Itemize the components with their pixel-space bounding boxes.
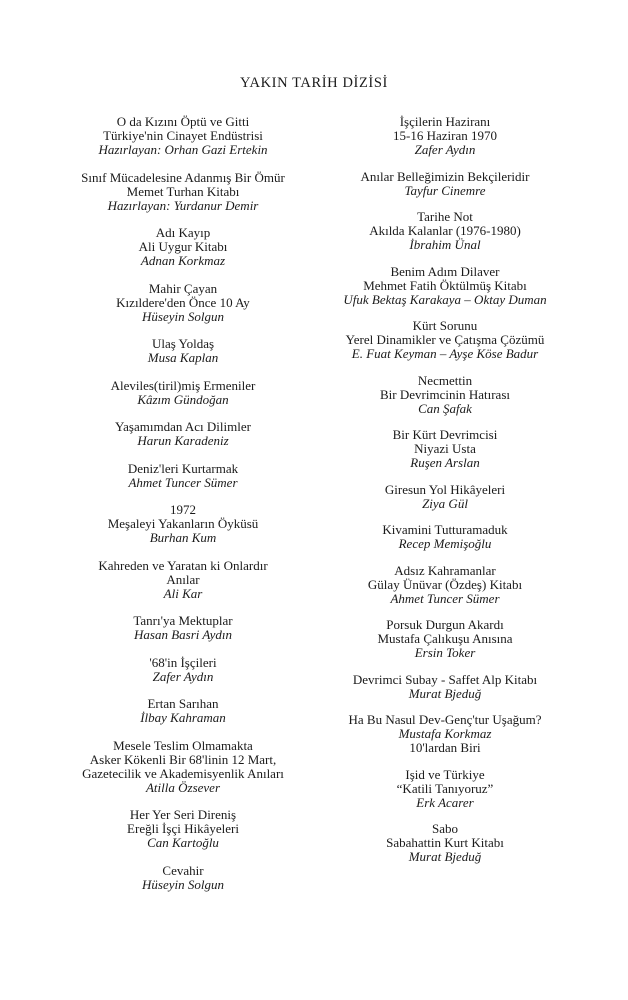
book-author: Ruşen Arslan bbox=[410, 455, 480, 470]
book-subtitle: Gülay Ünüvar (Özdeş) Kitabı bbox=[367, 576, 523, 592]
book-title: Mesele Teslim Olmamakta bbox=[113, 737, 253, 753]
book-subtitle: Bir Devrimcinin Hatırası bbox=[380, 386, 510, 402]
book-list-right-column bbox=[310, 115, 580, 877]
book-author: Ufuk Bektaş Karakaya – Oktay Duman bbox=[343, 291, 547, 307]
book-title: Kivamini Tutturamaduk bbox=[382, 522, 508, 537]
book-subtitle: Ali Uygur Kitabı bbox=[138, 239, 228, 254]
book-entry bbox=[48, 559, 318, 601]
book-title: Porsuk Durgun Akardı bbox=[386, 617, 504, 632]
book-author: Hüseyin Solgun bbox=[142, 308, 224, 324]
book-title: 1972 bbox=[170, 502, 196, 517]
book-author: Ersin Toker bbox=[414, 645, 476, 660]
book-author: İlbay Kahraman bbox=[140, 710, 226, 725]
book-title: Cevahir bbox=[162, 862, 204, 878]
book-subtitle: Sabahattin Kurt Kitabı bbox=[386, 835, 504, 850]
book-author: Ali Kar bbox=[163, 585, 203, 601]
book-title: Giresun Yol Hikâyeleri bbox=[384, 481, 506, 497]
book-title: Ulaş Yoldaş bbox=[151, 336, 215, 351]
book-author: Zafer Aydın bbox=[414, 142, 476, 157]
book-title: Ertan Sarıhan bbox=[147, 696, 219, 711]
book-title: Yaşamımdan Acı Dilimler bbox=[115, 419, 251, 434]
book-entry bbox=[310, 319, 580, 361]
book-list-left-column bbox=[48, 115, 318, 905]
book-subtitle: Gazetecilik ve Akademisyenlik Anıları bbox=[82, 765, 284, 781]
book-entry bbox=[48, 697, 318, 725]
book-entry bbox=[310, 483, 580, 511]
book-entry bbox=[48, 115, 318, 157]
book-author: Harun Karadeniz bbox=[137, 433, 229, 448]
book-author: Hazırlayan: Yurdanur Demir bbox=[107, 197, 259, 213]
book-entry bbox=[310, 618, 580, 660]
series-title: YAKIN TARİH DİZİSİ bbox=[240, 75, 388, 91]
book-subtitle: Yerel Dinamikler ve Çatışma Çözümü bbox=[345, 332, 545, 347]
book-entry bbox=[310, 673, 580, 701]
book-title: Devrimci Subay - Saffet Alp Kitabı bbox=[352, 671, 538, 687]
book-entry bbox=[48, 739, 318, 795]
book-title: Benim Adım Dilaver bbox=[390, 263, 500, 279]
book-author: E. Fuat Keyman – Ayşe Köse Badur bbox=[351, 346, 539, 361]
book-title: Adsız Kahramanlar bbox=[394, 562, 496, 578]
book-entry bbox=[310, 374, 580, 416]
book-author: Hazırlayan: Orhan Gazi Ertekin bbox=[98, 142, 268, 157]
book-subtitle: “Katili Tanıyoruz” bbox=[396, 780, 494, 796]
book-entry bbox=[310, 428, 580, 470]
book-title: Bir Kürt Devrimcisi bbox=[392, 427, 498, 442]
book-entry bbox=[48, 379, 318, 407]
book-author: Can Şafak bbox=[418, 400, 472, 416]
book-title: Ha Bu Nasul Dev-Genç'tur Uşağum? bbox=[348, 712, 542, 727]
book-subtitle: Meşaleyi Yakanların Öyküsü bbox=[107, 516, 259, 531]
book-title: Deniz'leri Kurtarmak bbox=[127, 460, 239, 476]
book-author: Kâzım Gündoğan bbox=[137, 391, 229, 407]
book-title: İşçilerin Haziranı bbox=[399, 114, 491, 129]
book-author: Zafer Aydın bbox=[152, 668, 214, 684]
book-entry bbox=[310, 265, 580, 307]
book-author: Hüseyin Solgun bbox=[142, 876, 224, 892]
book-title: '68'in İşçileri bbox=[149, 654, 217, 670]
book-entry bbox=[310, 115, 580, 157]
book-author: Ahmet Tuncer Sümer bbox=[128, 474, 238, 490]
book-title: O da Kızını Öptü ve Gitti bbox=[116, 114, 250, 129]
book-title: Mahir Çayan bbox=[148, 280, 218, 296]
book-entry bbox=[48, 503, 318, 545]
book-author: Hasan Basri Aydın bbox=[134, 627, 232, 642]
book-entry bbox=[48, 864, 318, 892]
book-subtitle: Türkiye'nin Cinayet Endüstrisi bbox=[103, 128, 263, 143]
book-entry bbox=[310, 768, 580, 810]
book-title: Anılar Belleğimizin Bekçileridir bbox=[360, 168, 530, 184]
book-subtitle: 10'lardan Biri bbox=[409, 740, 481, 755]
book-title: Kürt Sorunu bbox=[412, 318, 478, 333]
book-author: Mustafa Korkmaz bbox=[398, 726, 492, 741]
book-entry bbox=[48, 171, 318, 213]
book-title: Işid ve Türkiye bbox=[405, 766, 485, 782]
book-author: Burhan Kum bbox=[149, 530, 217, 545]
book-entry bbox=[48, 656, 318, 684]
book-subtitle: Anılar bbox=[166, 571, 200, 587]
book-entry bbox=[310, 210, 580, 252]
book-entry bbox=[48, 226, 318, 268]
book-entry bbox=[48, 282, 318, 324]
book-author: Murat Bjeduğ bbox=[408, 849, 482, 864]
book-title: Adı Kayıp bbox=[155, 225, 211, 240]
book-author: Erk Acarer bbox=[416, 794, 474, 810]
book-author: İbrahim Ünal bbox=[409, 237, 481, 252]
book-entry bbox=[48, 420, 318, 448]
book-title: Tanrı'ya Mektuplar bbox=[133, 613, 233, 628]
book-entry bbox=[310, 713, 580, 755]
book-title: Sınıf Mücadelesine Adanmış Bir Ömür bbox=[81, 169, 285, 185]
book-author: Ahmet Tuncer Sümer bbox=[390, 590, 500, 606]
book-entry bbox=[48, 462, 318, 490]
book-subtitle: Akılda Kalanlar (1976-1980) bbox=[369, 223, 521, 238]
book-author: Tayfur Cinemre bbox=[404, 182, 486, 198]
book-author: Murat Bjeduğ bbox=[408, 685, 482, 701]
book-entry bbox=[310, 170, 580, 198]
book-author: Can Kartoğlu bbox=[147, 835, 219, 850]
book-entry bbox=[48, 614, 318, 642]
book-subtitle: Asker Kökenli Bir 68'linin 12 Mart, bbox=[89, 751, 277, 767]
book-title: Necmettin bbox=[417, 372, 473, 388]
book-title: Aleviles(tiril)miş Ermeniler bbox=[110, 377, 256, 393]
book-author: Musa Kaplan bbox=[147, 350, 219, 365]
book-author: Atilla Özsever bbox=[145, 779, 220, 795]
book-title: Her Yer Seri Direniş bbox=[129, 807, 237, 822]
book-subtitle: Niyazi Usta bbox=[414, 441, 476, 456]
book-title: Sabo bbox=[432, 821, 458, 836]
book-title: Kahreden ve Yaratan ki Onlardır bbox=[98, 557, 268, 573]
book-subtitle: Memet Turhan Kitabı bbox=[126, 183, 240, 199]
book-subtitle: Mehmet Fatih Öktülmüş Kitabı bbox=[363, 277, 527, 293]
book-entry bbox=[310, 822, 580, 864]
book-entry bbox=[48, 337, 318, 365]
book-entry bbox=[48, 808, 318, 850]
book-author: Adnan Korkmaz bbox=[140, 253, 226, 268]
book-subtitle: Ereğli İşçi Hikâyeleri bbox=[127, 821, 239, 836]
book-subtitle: 15-16 Haziran 1970 bbox=[393, 128, 497, 143]
book-entry bbox=[310, 523, 580, 551]
book-subtitle: Mustafa Çalıkuşu Anısına bbox=[377, 631, 513, 646]
book-author: Recep Memişoğlu bbox=[398, 536, 492, 551]
book-title: Tarihe Not bbox=[417, 209, 473, 224]
book-author: Ziya Gül bbox=[422, 495, 468, 511]
book-entry bbox=[310, 564, 580, 606]
book-subtitle: Kızıldere'den Önce 10 Ay bbox=[116, 294, 250, 310]
